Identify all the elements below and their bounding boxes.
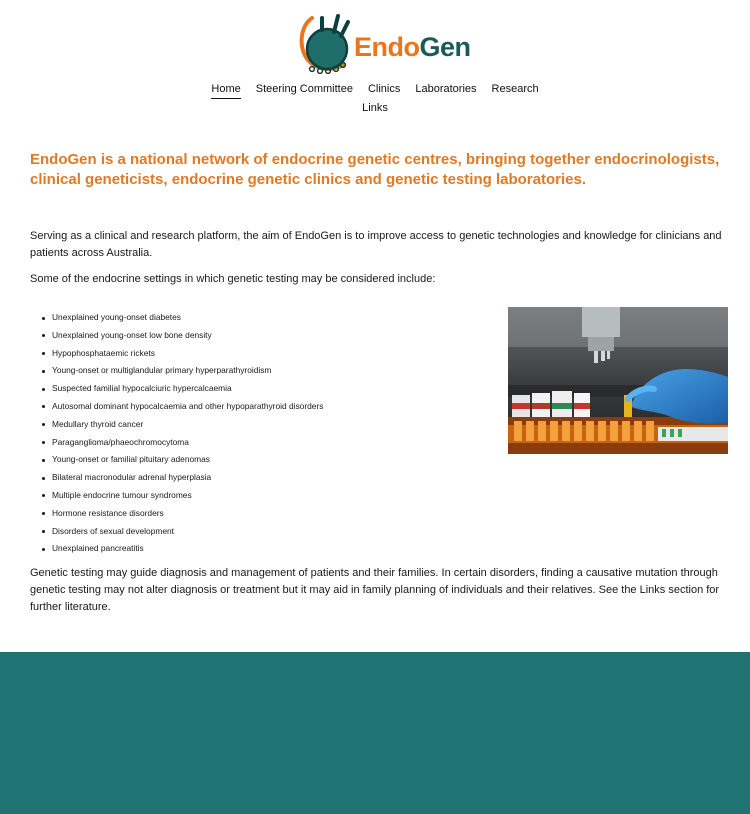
list-item: Bilateral macronodular adrenal hyperplasia bbox=[42, 469, 482, 487]
settings-intro: Some of the endocrine settings in which genetic testing may be considered include: bbox=[30, 273, 436, 285]
lab-image-illustration bbox=[508, 307, 728, 454]
intro-paragraph: Serving as a clinical and research platform, the aim of EndoGen is to improve access to genetic technologies and knowledge for clinicians and patients across Australia. bbox=[30, 230, 722, 259]
site-header bbox=[0, 0, 750, 120]
list-item: Hormone resistance disorders bbox=[42, 505, 482, 523]
settings-list bbox=[42, 309, 482, 558]
list-item: Medullary thyroid cancer bbox=[42, 416, 482, 434]
list-item: Suspected familial hypocalciuric hypercalcaemia bbox=[42, 380, 482, 398]
brand-name-gen: Gen bbox=[419, 32, 471, 62]
list-item: Multiple endocrine tumour syndromes bbox=[42, 487, 482, 505]
flask-logo-icon bbox=[298, 12, 356, 74]
list-item: Autosomal dominant hypocalcaemia and other hypoparathyroid disorders bbox=[42, 398, 482, 416]
nav-clinics[interactable]: Clinics bbox=[367, 83, 401, 95]
list-item: Unexplained young-onset low bone density bbox=[42, 327, 482, 345]
list-item: Disorders of sexual development bbox=[42, 523, 482, 541]
main-nav bbox=[0, 80, 750, 119]
page-headline: EndoGen is a national network of endocrine genetic centres, bringing together endocrinologists, clinical geneticists, endocrine genetic clinics and genetic testing laboratories. bbox=[30, 151, 720, 188]
nav-home[interactable]: Home bbox=[211, 80, 240, 99]
laboratory-photo bbox=[508, 307, 728, 454]
site-footer bbox=[0, 652, 750, 814]
brand-name-endo: Endo bbox=[354, 32, 420, 62]
list-item: Hypophosphataemic rickets bbox=[42, 345, 482, 363]
closing-paragraph: Genetic testing may guide diagnosis and management of patients and their families. In certain disorders, finding a causative mutation through genetic testing may not alter diagnosis or treatment but it may aid in family planning of individuals and their relatives. See the Links section for further literature. bbox=[30, 567, 720, 613]
nav-links[interactable]: Links bbox=[362, 102, 388, 114]
nav-laboratories[interactable]: Laboratories bbox=[415, 83, 477, 95]
endogen-logo[interactable] bbox=[298, 12, 471, 76]
list-item: Young-onset or multiglandular primary hyperparathyroidism bbox=[42, 362, 482, 380]
brand-name bbox=[354, 32, 471, 62]
nav-research[interactable]: Research bbox=[491, 83, 539, 95]
list-item: Paraganglioma/phaeochromocytoma bbox=[42, 434, 482, 452]
list-item: Young-onset or familial pituitary adenomas bbox=[42, 451, 482, 469]
list-item: Unexplained young-onset diabetes bbox=[42, 309, 482, 327]
list-item: Unexplained pancreatitis bbox=[42, 540, 482, 558]
nav-steering-committee[interactable]: Steering Committee bbox=[255, 83, 353, 95]
